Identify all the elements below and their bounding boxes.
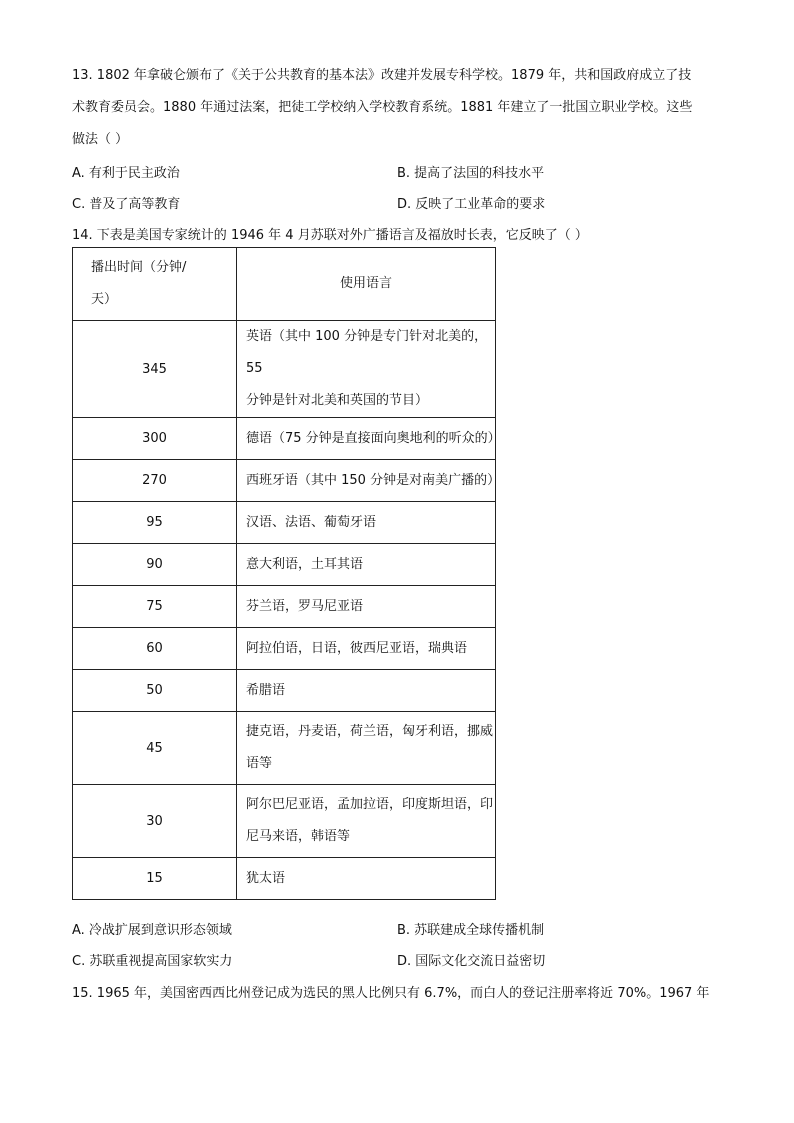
q13-option-a[interactable]: A. 有利于民主政治 bbox=[72, 166, 180, 181]
lang-line-1: 阿尔巴尼亚语，孟加拉语，印度斯坦语，印 bbox=[246, 797, 494, 812]
lang-cell: 汉语、法语、葡萄牙语 bbox=[237, 502, 496, 544]
time-cell: 345 bbox=[73, 321, 237, 418]
time-cell: 45 bbox=[73, 712, 237, 785]
time-cell: 50 bbox=[73, 670, 237, 712]
q13-option-d[interactable]: D. 反映了工业革命的要求 bbox=[397, 197, 546, 212]
lang-cell: 意大利语，土耳其语 bbox=[237, 544, 496, 586]
time-cell: 300 bbox=[73, 418, 237, 460]
table-row bbox=[73, 544, 496, 586]
q14-option-d[interactable]: D. 国际文化交流日益密切 bbox=[397, 954, 546, 969]
header-time-line-1: 播出时间（分钟/ bbox=[91, 260, 187, 275]
lang-cell: 阿拉伯语，日语，彼西尼亚语，瑞典语 bbox=[237, 628, 496, 670]
q13-option-b[interactable]: B. 提高了法国的科技水平 bbox=[397, 166, 545, 181]
table-row bbox=[73, 785, 496, 858]
lang-line-2: 尼马来语，韩语等 bbox=[246, 829, 351, 844]
q13-line-2: 术教育委员会。1880 年通过法案，把徒工学校纳入学校教育系统。1881 年建立了一批国立职业学校。这些 bbox=[72, 100, 693, 115]
table-row bbox=[73, 712, 496, 785]
table-row bbox=[73, 460, 496, 502]
header-time-line-2: 天） bbox=[91, 292, 118, 307]
table-row bbox=[73, 670, 496, 712]
lang-line-2: 语等 bbox=[246, 756, 273, 771]
time-cell: 30 bbox=[73, 785, 237, 858]
lang-cell: 德语（75 分钟是直接面向奥地利的听众的） bbox=[237, 418, 496, 460]
q13-option-c[interactable]: C. 普及了高等教育 bbox=[72, 197, 181, 212]
table-row bbox=[73, 418, 496, 460]
lang-cell: 芬兰语，罗马尼亚语 bbox=[237, 586, 496, 628]
q14-option-a[interactable]: A. 冷战扩展到意识形态领域 bbox=[72, 923, 232, 938]
question-13-stem bbox=[72, 60, 732, 156]
table-row bbox=[73, 321, 496, 418]
lang-cell bbox=[237, 321, 496, 418]
table-row bbox=[73, 628, 496, 670]
lang-cell: 西班牙语（其中 150 分钟是对南美广播的） bbox=[237, 460, 496, 502]
time-cell: 90 bbox=[73, 544, 237, 586]
table-row bbox=[73, 502, 496, 544]
time-cell: 270 bbox=[73, 460, 237, 502]
broadcast-language-table bbox=[72, 247, 501, 900]
q14-option-b[interactable]: B. 苏联建成全球传播机制 bbox=[397, 923, 545, 938]
header-time-cell bbox=[73, 248, 237, 321]
time-cell: 75 bbox=[73, 586, 237, 628]
time-cell: 60 bbox=[73, 628, 237, 670]
question-15-stem: 15. 1965 年，美国密西西比州登记成为选民的黑人比例只有 6.7%，而白人的登记注册率将近 70%。1967 年 bbox=[72, 986, 710, 1001]
lang-cell: 犹太语 bbox=[237, 858, 496, 900]
header-lang-cell: 使用语言 bbox=[237, 248, 496, 321]
table-header-row bbox=[73, 248, 496, 321]
time-cell: 15 bbox=[73, 858, 237, 900]
q14-option-c[interactable]: C. 苏联重视提高国家软实力 bbox=[72, 954, 233, 969]
lang-line-1: 捷克语，丹麦语，荷兰语，匈牙利语，挪威 bbox=[246, 724, 494, 739]
lang-line-2: 分钟是针对北美和英国的节目） bbox=[246, 393, 429, 408]
lang-line-1: 英语（其中 100 分钟是专门针对北美的，55 bbox=[246, 329, 488, 376]
table-row bbox=[73, 858, 496, 900]
q13-line-3: 做法（ ） bbox=[72, 132, 129, 147]
q13-line-1: 13. 1802 年拿破仑颁布了《关于公共教育的基本法》改建并发展专科学校。1879 年，共和国政府成立了技 bbox=[72, 68, 692, 83]
question-14-stem: 14. 下表是美国专家统计的 1946 年 4 月苏联对外广播语言及福放时长表，它反映了（ ） bbox=[72, 228, 588, 243]
table-row bbox=[73, 586, 496, 628]
time-cell: 95 bbox=[73, 502, 237, 544]
lang-cell: 希腊语 bbox=[237, 670, 496, 712]
lang-cell bbox=[237, 712, 496, 785]
lang-cell bbox=[237, 785, 496, 858]
